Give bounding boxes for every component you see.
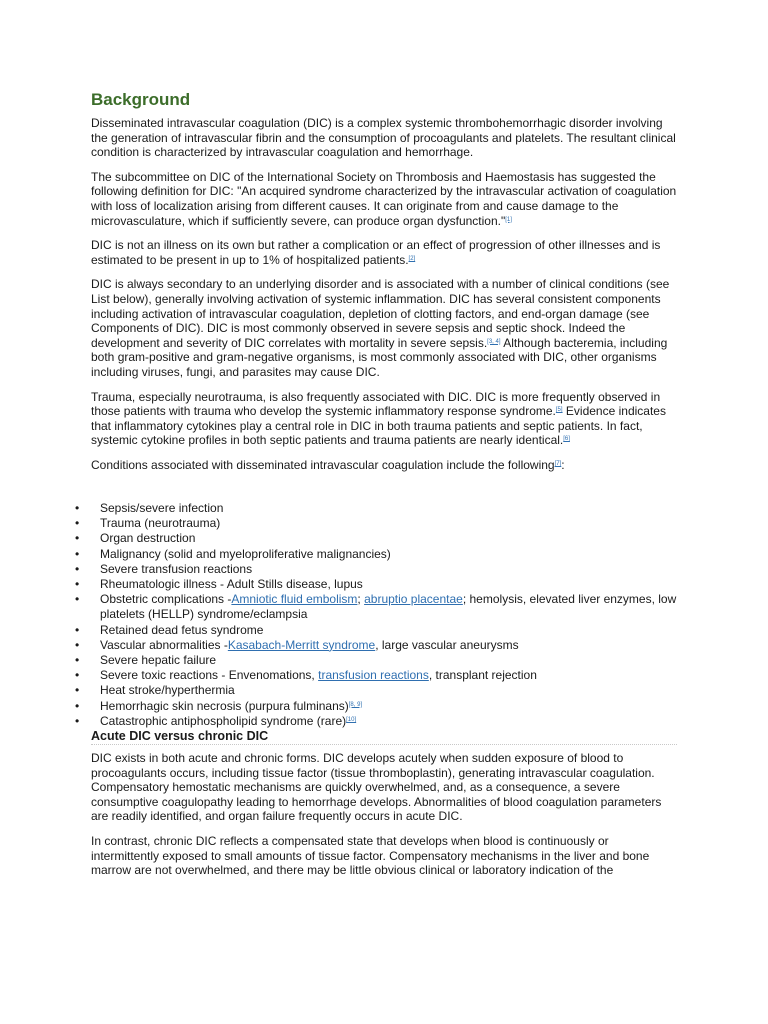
paragraph-text: Disseminated intravascular coagulation (DIC) is a complex systemic thrombohemorrhagic disorder involving the generation of intravascular fibrin and the consumption of procoagulants and platelets. The resultant clinical condition is characterized by intravascular coagulation and hemorrhage.: [91, 116, 676, 160]
article-body: [91, 89, 677, 482]
paragraph: [91, 277, 677, 379]
reference-link[interactable]: transfusion reactions: [318, 668, 429, 683]
list-item-text: Sepsis/severe infection: [100, 501, 224, 515]
list-item: [0, 668, 768, 683]
list-item-text: ; hemolysis, elevated liver enzymes, low platelets (HELLP) syndrome/eclampsia: [100, 592, 677, 622]
list-item: [0, 501, 768, 516]
list-item-text: , transplant rejection: [428, 668, 537, 683]
citation-link[interactable]: [7]: [554, 460, 562, 467]
paragraph-text: The subcommittee on DIC of the International Society on Thrombosis and Haemostasis has suggested the following definition for DIC: "An acquired syndrome characterized by the intravascular activation of coagulation with loss of localization arising from different causes. It can originate from and cause damage to the microvasculature, which if sufficiently severe, can produce organ dysfunction.": [91, 169, 677, 228]
list-item-text: Organ destruction: [100, 531, 196, 546]
list-item: [0, 653, 768, 668]
subsection-heading: Acute DIC versus chronic DIC: [91, 729, 269, 743]
divider: [91, 744, 677, 745]
paragraph: [91, 751, 677, 824]
bullet-icon: •: [75, 501, 80, 515]
list-item: [0, 577, 768, 592]
citation[interactable]: [556, 407, 563, 413]
list-item-text: Vascular abnormalities -: [100, 637, 228, 652]
list-item: [0, 562, 768, 577]
paragraph: [91, 834, 677, 878]
list-item-text: ;: [357, 592, 365, 607]
list-item: [0, 592, 768, 622]
paragraph-text: Evidence indicates that inflammatory cytokines play a central role in DIC in both trauma patients and septic patients. In fact, systemic cytokine profiles in both septic patients and trauma patients are nearly identical.: [91, 404, 666, 448]
citation-link[interactable]: [1]: [505, 216, 512, 223]
paragraph-text: DIC is always secondary to an underlying disorder and is associated with a number of clinical conditions (see List below), generally involving activation of systemic inflammation. DIC has several consistent components including activation of intravascular coagulation, depletion of clotting factors, and end-organ damage (see Components of DIC). DIC is most commonly observed in severe sepsis and septic shock. Indeed the development and severity of DIC correlates with mortality in severe sepsis.: [91, 277, 670, 350]
list-item: [0, 516, 768, 531]
citation[interactable]: [409, 256, 416, 262]
list-item-text: , large vascular aneurysms: [375, 637, 519, 652]
paragraph: [91, 390, 677, 448]
paragraph-text: In contrast, chronic DIC reflects a compensated state that develops when blood is continuously or intermittently exposed to small amounts of tissue factor. Compensatory mechanisms in the liver and bone marrow are not overwhelmed, and there may be little obvious clinical or laboratory indication of the: [91, 833, 650, 878]
paragraph-text: Conditions associated with disseminated intravascular coagulation include the following: [91, 457, 555, 472]
section-heading: Background: [91, 90, 191, 109]
bullet-icon: •: [75, 653, 80, 668]
list-item-text: Malignancy (solid and myeloproliferative malignancies): [100, 546, 391, 561]
list-item: [0, 714, 768, 729]
bullet-icon: •: [75, 561, 80, 576]
citation[interactable]: [349, 702, 362, 708]
list-item: [0, 531, 768, 546]
citation-link[interactable]: [3, 4]: [487, 338, 501, 345]
citation-link[interactable]: [5]: [555, 407, 563, 414]
bullet-icon: •: [75, 713, 80, 728]
paragraph-text: Although bacteremia, including both gram-positive and gram-negative organisms, is most commonly associated with DIC, other organisms including viruses, fungi, and parasites may cause DIC.: [91, 335, 668, 379]
bullet-icon: •: [75, 577, 80, 592]
bullet-icon: •: [75, 683, 80, 698]
paragraph-text: DIC exists in both acute and chronic forms. DIC develops acutely when sudden exposure of blood to procoagulants occurs, including tissue factor (tissue thromboplastin), generating intravascular coagulation. Compensatory hemostatic mechanisms are quickly overwhelmed, and, as a consequence, a severe consumptive coagulopathy leading to hemorrhage develops. Abnormalities of blood coagulation parameters are readily identified, and organ failure frequently occurs in acute DIC.: [91, 751, 662, 824]
paragraph-text: DIC is not an illness on its own but rather a complication or an effect of progression of other illnesses and is estimated to be present in up to 1% of hospitalized patients.: [91, 238, 661, 267]
citation-link[interactable]: [10]: [346, 716, 357, 723]
paragraph-text: :: [561, 457, 565, 472]
bullet-icon: •: [75, 546, 80, 561]
citation-link[interactable]: [8, 9]: [348, 701, 363, 708]
citation[interactable]: [563, 436, 570, 442]
acute-section: [91, 728, 677, 888]
bullet-icon: •: [75, 698, 80, 713]
reference-link[interactable]: Kasabach-Merritt syndrome: [227, 637, 376, 652]
bullet-icon: •: [75, 668, 80, 683]
paragraph: [91, 238, 677, 267]
list-item-text: Retained dead fetus syndrome: [100, 622, 264, 637]
paragraph: [91, 170, 677, 228]
list-item: [0, 623, 768, 638]
citation-link[interactable]: [6]: [563, 436, 570, 443]
list-item-text: Severe hepatic failure: [100, 653, 217, 668]
bullet-icon: •: [75, 531, 80, 546]
conditions-list: [0, 501, 768, 729]
list-item: [0, 547, 768, 562]
citation[interactable]: [346, 717, 356, 723]
bullet-icon: •: [75, 622, 80, 637]
list-item-text: Rheumatologic illness - Adult Stills disease, lupus: [100, 577, 363, 592]
paragraph: [91, 116, 677, 160]
list-item-text: Heat stroke/hyperthermia: [100, 683, 235, 698]
paragraph: [91, 458, 677, 473]
bullet-icon: •: [75, 637, 80, 652]
reference-link[interactable]: abruptio placentae: [364, 592, 463, 607]
citation[interactable]: [505, 217, 512, 223]
list-item-text: Severe toxic reactions - Envenomations,: [100, 668, 319, 683]
citation-link[interactable]: [2]: [408, 255, 416, 262]
list-item-text: Severe transfusion reactions: [100, 561, 253, 576]
bullet-icon: •: [75, 516, 80, 531]
list-item: [0, 699, 768, 714]
list-item: [0, 638, 768, 653]
list-item-text: Obstetric complications -: [100, 592, 232, 607]
reference-link[interactable]: Amniotic fluid embolism: [231, 592, 358, 607]
citation[interactable]: [487, 339, 500, 345]
paragraph-text: Trauma, especially neurotrauma, is also frequently associated with DIC. DIC is more frequently observed in those patients with trauma who develop the systemic inflammatory response syndrome.: [91, 389, 661, 419]
list-item: [0, 683, 768, 698]
bullet-icon: •: [75, 592, 80, 607]
list-item-text: Hemorrhagic skin necrosis (purpura fulminans): [100, 698, 349, 713]
list-item-text: Catastrophic antiphospholipid syndrome (rare): [100, 713, 347, 728]
list-item-text: Trauma (neurotrauma): [100, 516, 221, 531]
